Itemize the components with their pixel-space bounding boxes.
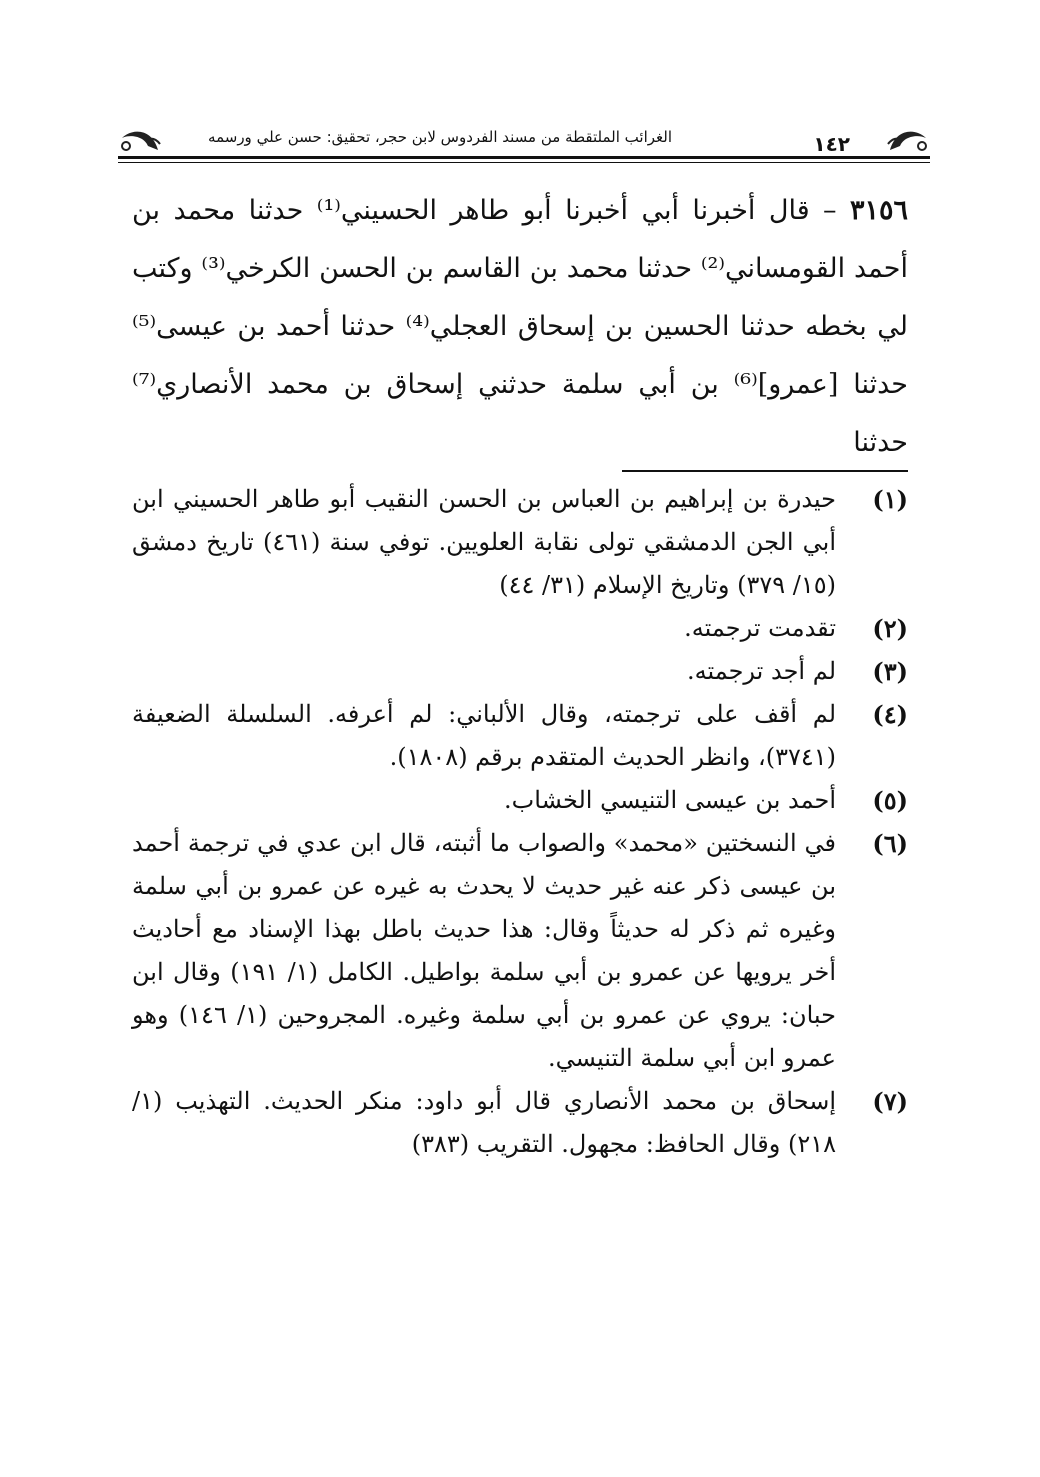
ornament-icon xyxy=(118,124,162,154)
footnote xyxy=(132,1080,908,1166)
footnote-mark: (١) xyxy=(872,485,908,514)
running-title: الغرائب الملتقطة من مسند الفردوس لابن حجر، تحقيق: حسن علي ورسمه xyxy=(208,128,672,146)
footnote-text: في النسختين «محمد» والصواب ما أثبته، قال ابن عدي في ترجمة أحمد بن عيسى ذكر عنه غير حديث لا يحدث به غيره عن عمرو بن أبي سلمة وغيره ثم ذكر له حديثاً وقال: هذا حديث باطل بهذا الإسناد مع أحاديث أخر يرويها عن عمرو بن أبي سلمة بواطيل. الكامل (١/ ١٩١) وقال ابن حبان: يروي عن عمرو بن أبي سلمة وغيره. المجروحين (١/ ١٤٦) وهو عمرو ابن أبي سلمة التنيسي. xyxy=(132,829,837,1072)
footnote-mark: (٢) xyxy=(872,614,908,643)
footnote xyxy=(132,607,908,650)
footnote xyxy=(132,779,908,822)
footnote-text: إسحاق بن محمد الأنصاري قال أبو داود: منكر الحديث. التهذيب (١/ ٢١٨) وقال الحافظ: مجهول. التقريب (٣٨٣) xyxy=(132,1087,836,1158)
footnote xyxy=(132,822,908,1080)
footnote xyxy=(132,650,908,693)
footnote-mark: (٥) xyxy=(872,786,908,815)
header-rule xyxy=(118,162,930,163)
footnote-text: لم أجد ترجمته. xyxy=(686,657,836,685)
page-number: ١٤٢ xyxy=(813,132,850,156)
footnote-text: تقدمت ترجمته. xyxy=(684,614,836,642)
footnote-text: أحمد بن عيسى التنيسي الخشاب. xyxy=(504,786,836,814)
footnote xyxy=(132,478,908,607)
hadith-paragraph xyxy=(132,182,908,472)
footnote-mark: (٧) xyxy=(872,1087,908,1116)
hadith-text xyxy=(132,182,908,472)
hadith-body: – قال أخبرنا أبي أخبرنا أبو طاهر الحسيني⁽¹⁾ حدثنا محمد بن أحمد القومساني⁽²⁾ حدثنا محمد بن القاسم بن الحسن الكرخي⁽³⁾ وكتب لي بخطه حدثنا الحسين بن إسحاق العجلي⁽⁴⁾ حدثنا أحمد بن عيسى⁽⁵⁾ حدثنا [عمرو]⁽⁶⁾ بن أبي سلمة حدثني إسحاق بن محمد الأنصاري⁽⁷⁾ حدثنا xyxy=(132,195,909,458)
footnote-separator xyxy=(622,470,908,472)
header-rule xyxy=(118,156,930,159)
hadith-number: ٣١٥٦ xyxy=(849,195,908,226)
footnote xyxy=(132,693,908,779)
footnotes xyxy=(132,478,908,1166)
footnote-mark: (٣) xyxy=(872,657,908,686)
ornament-icon xyxy=(886,124,930,154)
running-header xyxy=(118,118,930,168)
footnote-mark: (٦) xyxy=(872,829,908,858)
footnote-text: لم أقف على ترجمته، وقال الألباني: لم أعرفه. السلسلة الضعيفة (٣٧٤١)، وانظر الحديث المتقدم برقم (١٨٠٨). xyxy=(132,700,836,771)
footnote-mark: (٤) xyxy=(872,700,908,729)
footnote-text: حيدرة بن إبراهيم بن العباس بن الحسن النقيب أبو طاهر الحسيني ابن أبي الجن الدمشقي تولى نقابة العلويين. توفي سنة (٤٦١) تاريخ دمشق (١٥/ ٣٧٩) وتاريخ الإسلام (٣١/ ٤٤) xyxy=(132,485,837,599)
